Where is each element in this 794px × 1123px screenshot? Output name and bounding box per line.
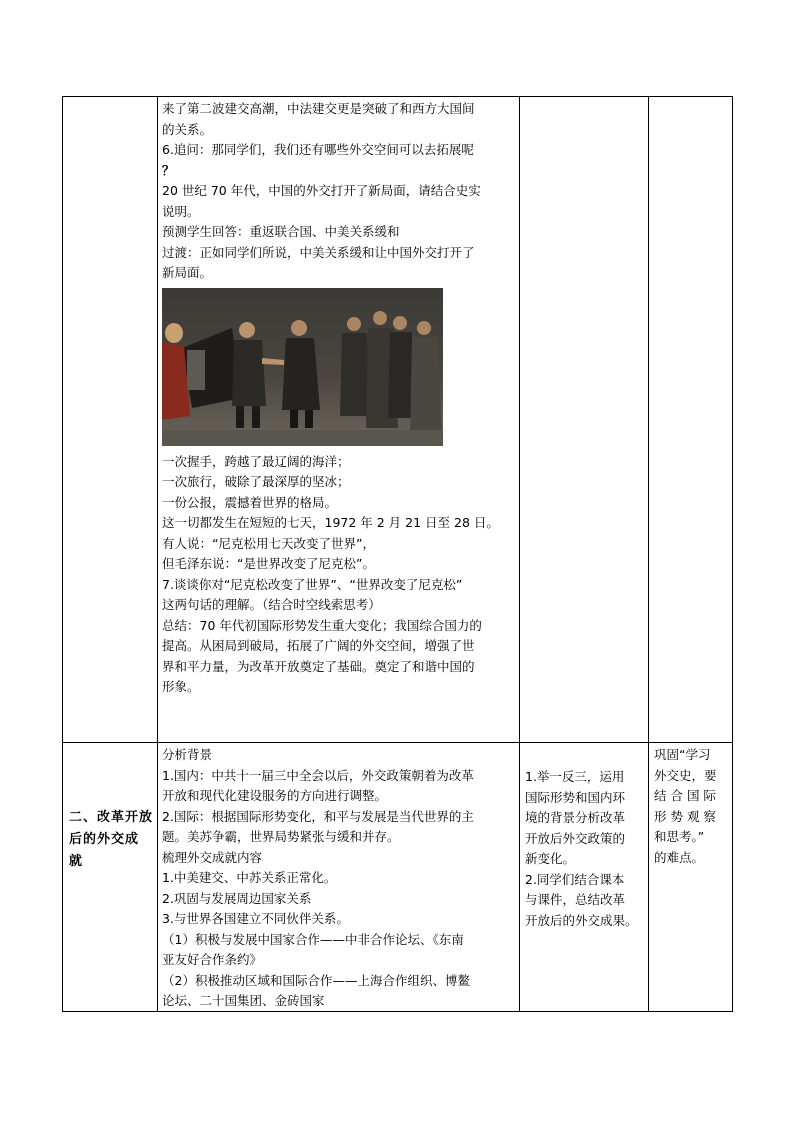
text-line: 题。美苏争霸，世界局势紧张与缓和并存。 <box>162 829 400 844</box>
text-line: 3.与世界各国建立不同伙伴关系。 <box>162 911 349 926</box>
student-activity-cell <box>525 767 647 931</box>
row2-content-cell <box>162 745 514 1012</box>
section-title-line: 后的外交成 <box>69 832 140 847</box>
text-line: 有人说：“尼克松用七天改变了世界”， <box>162 535 375 551</box>
text-line: 1.中美建交、中苏关系正常化。 <box>162 870 337 885</box>
section-title-line: 就 <box>69 854 84 869</box>
text-line: 总结：70 年代初国际形势发生重大变化；我国综合国力的 <box>162 617 482 633</box>
text-line: 这一切都发生在短短的七天，1972 年 2 月 21 日至 28 日。 <box>162 515 499 530</box>
text-line: 开放后的外交成果。 <box>525 912 638 928</box>
text-line: 论坛、二十国集团、金砖国家 <box>162 993 325 1008</box>
text-line: 外交史，要 <box>654 767 717 783</box>
design-intent-cell <box>654 745 730 868</box>
text-line: 巩固“学习 <box>654 747 711 762</box>
text-line: 分析背景 <box>162 747 213 762</box>
text-line: 2.巩固与发展周边国家关系 <box>162 890 312 906</box>
text-line: 和思考。” <box>654 829 705 844</box>
lesson-plan-table <box>62 96 733 1012</box>
text-line: 1.举一反三，运用 <box>525 769 625 784</box>
text-line: 1.国内：中共十一届三中全会以后，外交政策朝着为改革 <box>162 767 474 783</box>
row1-content-cell <box>162 99 514 698</box>
text-line: ？ <box>162 162 175 178</box>
text-line: 形 势 观 察 <box>654 808 716 824</box>
text-line: 新变化。 <box>525 851 576 866</box>
text-line: 新局面。 <box>162 265 213 280</box>
text-line: 7.谈谈你对“尼克松改变了世界”、“世界改变了尼克松” <box>162 576 463 592</box>
text-line: 6.追问：那同学们，我们还有哪些外交空间可以去拓展呢 <box>162 142 474 157</box>
column-divider <box>519 97 520 1011</box>
text-line: 20 世纪 70 年代，中国的外交打开了新局面，请结合史实 <box>162 183 481 198</box>
text-line: 来了第二波建交高潮，中法建交更是突破了和西方大国间 <box>162 101 475 116</box>
text-line: 但毛泽东说：“是世界改变了尼克松”。 <box>162 556 375 571</box>
text-line: 一次握手，跨越了最辽阔的海洋； <box>162 453 350 469</box>
photo-illustration <box>162 288 443 446</box>
text-line: 一份公报，震撼着世界的格局。 <box>162 494 338 510</box>
text-line: 境的背景分析改革 <box>525 810 626 825</box>
text-line: 结 合 国 际 <box>654 788 716 803</box>
text-line: 的难点。 <box>654 849 705 865</box>
historical-handshake-photo <box>162 288 443 446</box>
text-line: （2）积极推动区域和国际合作——上海合作组织、博鳌 <box>162 972 470 988</box>
text-line: 预测学生回答：重返联合国、中美关系缓和 <box>162 224 400 239</box>
text-line: 开放后外交政策的 <box>525 830 626 846</box>
text-line: 的关系。 <box>162 121 213 137</box>
text-line: 开放和现代化建设服务的方向进行调整。 <box>162 788 388 803</box>
column-divider <box>648 97 649 1011</box>
section-title-cell <box>69 807 155 873</box>
text-line: 亚友好合作条约》 <box>162 952 263 967</box>
row-divider <box>63 742 732 743</box>
text-line: 形象。 <box>162 679 200 694</box>
text-line: 2.国际：根据国际形势变化，和平与发展是当代世界的主 <box>162 808 474 824</box>
column-divider <box>157 97 158 1011</box>
text-line: （1）积极与发展中国家合作——中非合作论坛、《东南 <box>162 931 464 947</box>
text-line: 一次旅行，破除了最深厚的坚冰； <box>162 474 350 489</box>
text-line: 提高。从困局到破局，拓展了广阔的外交空间，增强了世 <box>162 638 475 653</box>
text-line: 这两句话的理解。（结合时空线索思考） <box>162 597 381 612</box>
text-line: 说明。 <box>162 203 200 219</box>
text-line: 界和平力量，为改革开放奠定了基础。奠定了和谐中国的 <box>162 658 475 674</box>
section-title-line: 二、改革开放 <box>69 810 154 825</box>
text-line: 过渡：正如同学们所说，中美关系缓和让中国外交打开了 <box>162 244 475 260</box>
text-line: 与课件，总结改革 <box>525 892 626 907</box>
text-line: 国际形势和国内环 <box>525 789 626 805</box>
text-line: 梳理外交成就内容 <box>162 849 263 865</box>
text-line: 2.同学们结合课本 <box>525 871 625 887</box>
